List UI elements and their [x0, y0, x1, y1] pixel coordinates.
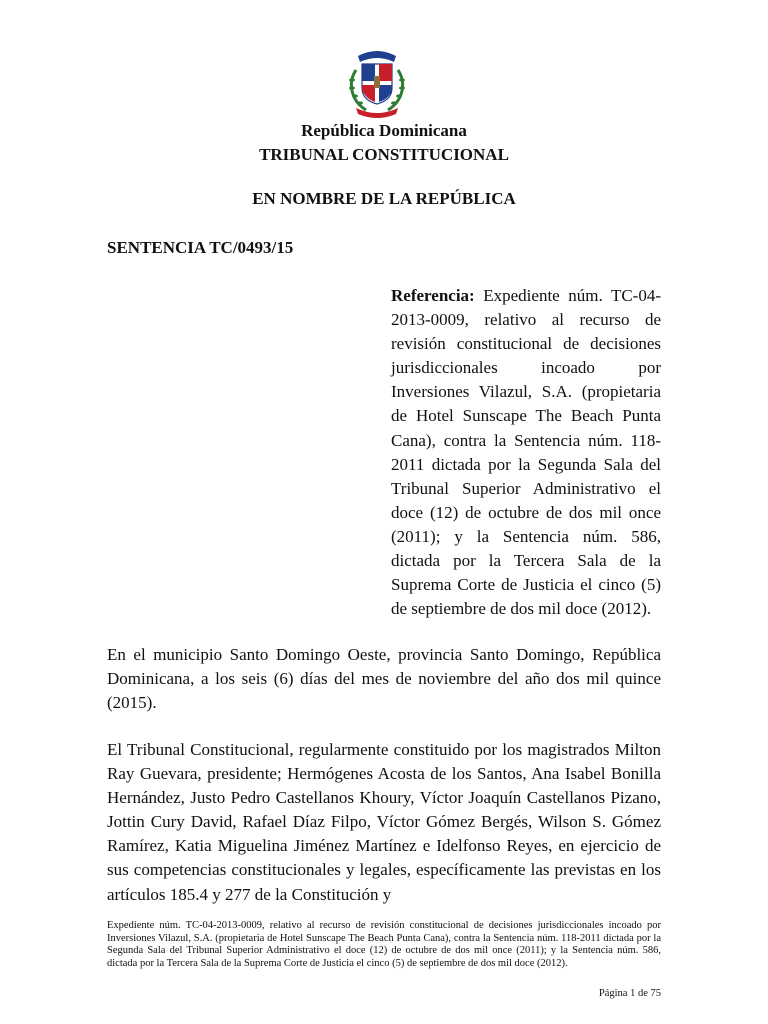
footer-note: Expediente núm. TC-04-2013-0009, relativo al recurso de revisión constitucional de decisiones jurisdiccionales incoado por Inversiones Vilazul, S.A. (propietaria de Hotel Sunscape The Beach Punta Cana), contra la Sentencia núm. 118-2011 dictada por la Segunda Sala del Tribunal Superior Administrativo el doce (12) de octubre de dos mil once (2011); y la Sentencia núm. 586, dictada por la Tercera Sala de la Suprema Corte de Justicia el cinco (5) de septiembre de dos mil doce (2012). — [107, 920, 661, 969]
invocation-heading: EN NOMBRE DE LA REPÚBLICA — [252, 189, 516, 208]
body-paragraph-location-date: En el municipio Santo Domingo Oeste, provincia Santo Domingo, República Dominicana, a los seis (6) días del mes de noviembre del año dos mil quince (2015). — [107, 645, 661, 713]
coat-of-arms-seal — [344, 42, 410, 118]
page-number: Página 1 de 75 — [598, 988, 661, 999]
court-heading: TRIBUNAL CONSTITUCIONAL — [259, 145, 509, 164]
body-paragraph-court-composition: El Tribunal Constitucional, regularmente constituido por los magistrados Milton Ray Guevara, presidente; Hermógenes Acosta de los Santos, Ana Isabel Bonilla Hernández, Justo Pedro Castellanos Khoury, Víctor Joaquín Castellanos Pizano, Jottin Cury David, Rafael Díaz Filpo, Víctor Gómez Bergés, Wilson S. Gómez Ramírez, Katia Miguelina Jiménez Martínez e Idelfonso Reyes, en ejercicio de sus competencias constitucionales y legales, específicamente las previstas en los artículos 185.4 y 277 de la Constitución y — [107, 740, 661, 904]
reference-block — [391, 284, 661, 621]
reference-text: Expediente núm. TC-04-2013-0009, relativo al recurso de revisión constitucional de decisiones jurisdiccionales incoado por Inversiones Vilazul, S.A. (propietaria de Hotel Sunscape The Beach Punta Cana), contra la Sentencia núm. 118-2011 dictada por la Segunda Sala del Tribunal Superior Administrativo el doce (12) de octubre de dos mil once (2011); y la Sentencia núm. 586, dictada por la Tercera Sala de la Suprema Corte de Justicia el cinco (5) de septiembre de dos mil doce (2012). — [391, 286, 662, 619]
reference-label: Referencia: — [391, 286, 475, 305]
country-heading: República Dominicana — [301, 121, 467, 140]
sentence-number: SENTENCIA TC/0493/15 — [107, 238, 294, 257]
